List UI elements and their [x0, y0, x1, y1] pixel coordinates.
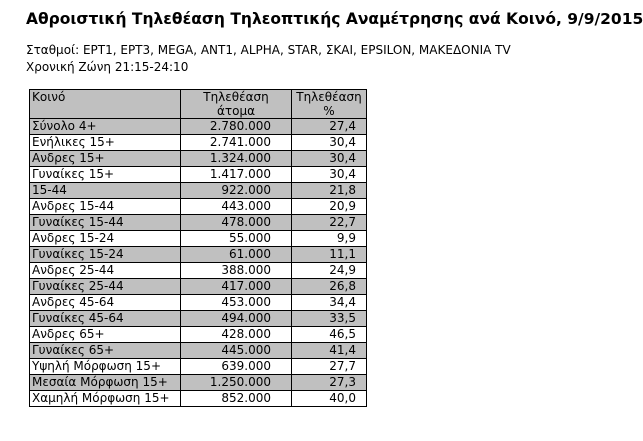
cell-rating: 21,8: [292, 183, 367, 199]
cell-rating: 27,7: [292, 359, 367, 375]
cell-group: Σύνολο 4+: [30, 119, 181, 135]
table-row: [30, 119, 367, 135]
table-row: [30, 359, 367, 375]
table-header: [30, 90, 367, 119]
header-viewers: [181, 90, 292, 119]
audience-table: [29, 89, 367, 407]
cell-viewers: 639.000: [181, 359, 292, 375]
cell-rating: 30,4: [292, 167, 367, 183]
table-row: [30, 311, 367, 327]
cell-group: Γυναίκες 65+: [30, 343, 181, 359]
stations-line: Σταθμοί: ΕΡΤ1, ΕΡΤ3, MEGA, ANT1, ALPHA, STAR, ΣΚΑΙ, EPSILON, ΜΑΚΕΔΟΝΙΑ TV: [26, 43, 511, 57]
header-rating-line2: %: [323, 104, 335, 118]
cell-rating: 30,4: [292, 135, 367, 151]
table-row: [30, 183, 367, 199]
table-row: [30, 279, 367, 295]
header-group: [30, 90, 181, 119]
cell-viewers: 1.417.000: [181, 167, 292, 183]
cell-viewers: 1.324.000: [181, 151, 292, 167]
table-row: [30, 199, 367, 215]
cell-rating: 27,4: [292, 119, 367, 135]
cell-group: Ενήλικες 15+: [30, 135, 181, 151]
cell-group: Γυναίκες 15-24: [30, 247, 181, 263]
cell-viewers: 922.000: [181, 183, 292, 199]
cell-viewers: 61.000: [181, 247, 292, 263]
table-row: [30, 343, 367, 359]
table-row: [30, 391, 367, 407]
cell-viewers: 55.000: [181, 231, 292, 247]
table-body: [30, 119, 367, 407]
cell-viewers: 494.000: [181, 311, 292, 327]
timezone-line: Χρονική Ζώνη 21:15-24:10: [26, 60, 189, 74]
cell-rating: 24,9: [292, 263, 367, 279]
table-row: [30, 231, 367, 247]
table-row: [30, 167, 367, 183]
cell-group: Μεσαία Μόρφωση 15+: [30, 375, 181, 391]
document-title: Αθροιστική Τηλεθέαση Τηλεοπτικής Αναμέτρησης ανά Κοινό, 9/9/2015: [26, 10, 643, 28]
table-row: [30, 375, 367, 391]
cell-viewers: 852.000: [181, 391, 292, 407]
cell-viewers: 1.250.000: [181, 375, 292, 391]
table-row: [30, 135, 367, 151]
cell-group: Ανδρες 15+: [30, 151, 181, 167]
header-viewers-line2: άτομα: [216, 104, 256, 118]
cell-viewers: 388.000: [181, 263, 292, 279]
cell-group: Γυναίκες 15-44: [30, 215, 181, 231]
cell-rating: 27,3: [292, 375, 367, 391]
cell-rating: 9,9: [292, 231, 367, 247]
header-viewers-line1: Τηλεθέαση: [203, 90, 269, 104]
cell-rating: 34,4: [292, 295, 367, 311]
cell-rating: 11,1: [292, 247, 367, 263]
table-row: [30, 215, 367, 231]
cell-viewers: 478.000: [181, 215, 292, 231]
cell-viewers: 2.741.000: [181, 135, 292, 151]
cell-rating: 26,8: [292, 279, 367, 295]
cell-rating: 22,7: [292, 215, 367, 231]
cell-rating: 33,5: [292, 311, 367, 327]
header-rating: [292, 90, 367, 119]
cell-rating: 40,0: [292, 391, 367, 407]
header-row: [30, 90, 367, 119]
cell-rating: 41,4: [292, 343, 367, 359]
cell-viewers: 417.000: [181, 279, 292, 295]
table-row: [30, 295, 367, 311]
header-group-label: Κοινό: [32, 90, 66, 104]
cell-viewers: 445.000: [181, 343, 292, 359]
cell-group: Ανδρες 25-44: [30, 263, 181, 279]
table-row: [30, 151, 367, 167]
cell-viewers: 2.780.000: [181, 119, 292, 135]
cell-group: 15-44: [30, 183, 181, 199]
cell-group: Ανδρες 15-44: [30, 199, 181, 215]
cell-viewers: 453.000: [181, 295, 292, 311]
cell-group: Ανδρες 45-64: [30, 295, 181, 311]
cell-group: Γυναίκες 25-44: [30, 279, 181, 295]
header-rating-line1: Τηλεθέαση: [296, 90, 362, 104]
cell-rating: 20,9: [292, 199, 367, 215]
table-row: [30, 327, 367, 343]
cell-rating: 46,5: [292, 327, 367, 343]
cell-group: Χαμηλή Μόρφωση 15+: [30, 391, 181, 407]
cell-group: Γυναίκες 15+: [30, 167, 181, 183]
cell-group: Ανδρες 65+: [30, 327, 181, 343]
cell-group: Ανδρες 15-24: [30, 231, 181, 247]
table-row: [30, 247, 367, 263]
cell-group: Υψηλή Μόρφωση 15+: [30, 359, 181, 375]
cell-viewers: 428.000: [181, 327, 292, 343]
table-row: [30, 263, 367, 279]
cell-rating: 30,4: [292, 151, 367, 167]
cell-group: Γυναίκες 45-64: [30, 311, 181, 327]
cell-viewers: 443.000: [181, 199, 292, 215]
